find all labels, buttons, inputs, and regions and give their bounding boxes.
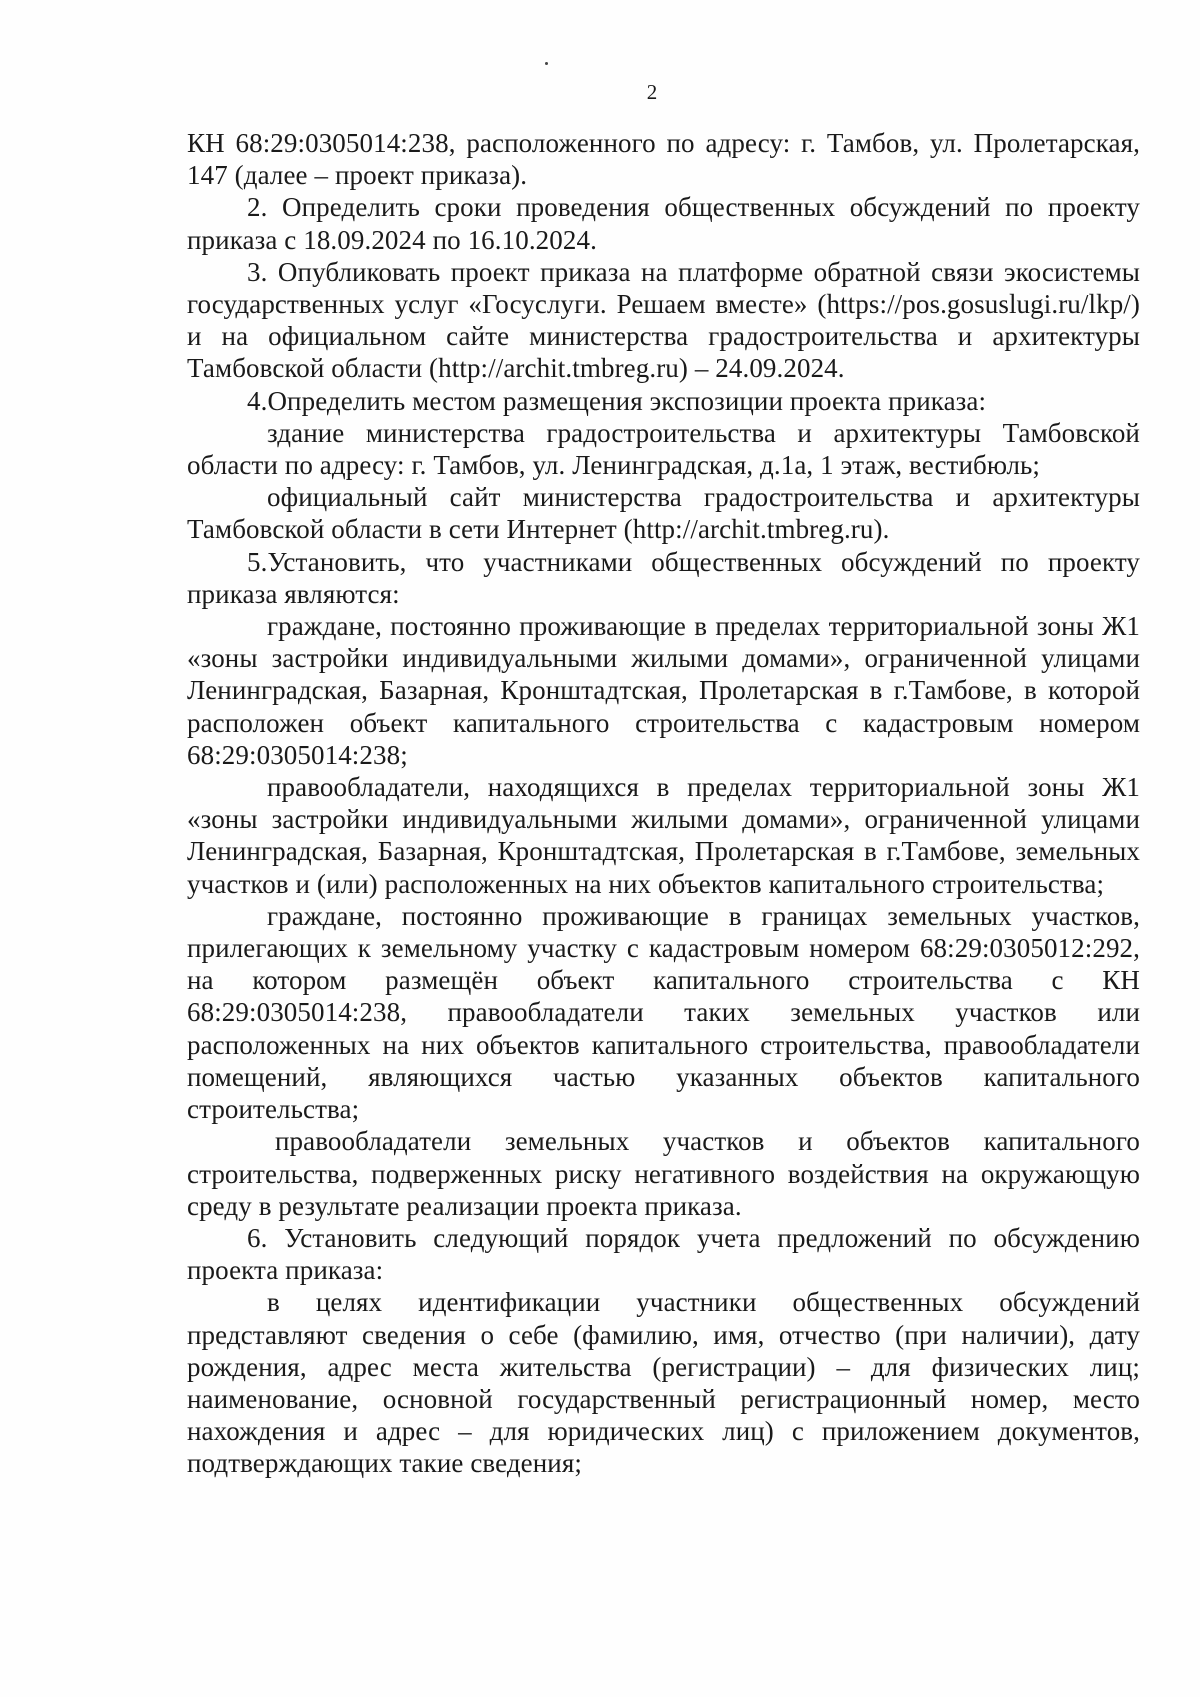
- paragraph-item-3: 3. Опубликовать проект приказа на платформе обратной связи экосистемы государственных услуг «Госуслуги. Решаем вместе» (https://pos.gosuslugi.ru/lkp/) и на официальном сайте министерства градостроительства и архитектуры Тамбовской области (http://archit.tmbreg.ru) – 24.09.2024.: [187, 256, 1140, 384]
- paragraph-item-5-sub-3: граждане, постоянно проживающие в границах земельных участков, прилегающих к земельному участку с кадастровым номером 68:29:0305012:292, на котором размещён объект капитального строительства с КН 68:29:0305014:238, правообладатели таких земельных участков или расположенных на них объектов капитального строительства, правообладатели помещений, являющихся частью указанных объектов капитального строительства;: [187, 900, 1140, 1125]
- paragraph-item-6: 6. Установить следующий порядок учета предложений по обсуждению проекта приказа:: [187, 1222, 1140, 1286]
- paragraph-item-5-sub-2: правообладатели, находящихся в пределах территориальной зоны Ж1 «зоны застройки индивидуальными жилыми домами», ограниченной улицами Ленинградская, Базарная, Кронштадтская, Пролетарская в г.Тамбове, земельных участков и (или) расположенных на них объектов капитального строительства;: [187, 772, 1140, 899]
- paragraph-item-5-sub-1: граждане, постоянно проживающие в пределах территориальной зоны Ж1 «зоны застройки индивидуальными жилыми домами», ограниченной улицами Ленинградская, Базарная, Кронштадтская, Пролетарская в г.Тамбове, в которой расположен объект капитального строительства с кадастровым номером 68:29:0305014:238;: [187, 611, 1140, 770]
- paragraph-item-4-sub-1: здание министерства градостроительства и архитектуры Тамбовской области по адресу: г. Тамбов, ул. Ленинградская, д.1а, 1 этаж, вестибюль;: [187, 417, 1140, 481]
- paragraph-item-2: 2. Определить сроки проведения общественных обсуждений по проекту приказа с 18.09.2024 по 16.10.2024.: [187, 192, 1140, 255]
- scan-speck: [545, 62, 548, 65]
- paragraph-item-5: 5.Установить, что участниками общественных обсуждений по проекту приказа являются:: [187, 546, 1140, 609]
- paragraph-item-4-sub-2: официальный сайт министерства градостроительства и архитектуры Тамбовской области в сети Интернет (http://archit.tmbreg.ru).: [187, 482, 1140, 545]
- document-body: [187, 127, 1140, 1480]
- paragraph-item-6-sub-1: в целях идентификации участники общественных обсуждений представляют сведения о себе (фамилию, имя, отчество (при наличии), дату рождения, адрес места жительства (регистрации) – для физических лиц; наименование, основной государственный регистрационный номер, место нахождения и адрес – для юридических лиц) с приложением документов, подтверждающих такие сведения;: [187, 1287, 1140, 1479]
- paragraph-item-5-sub-4: правообладатели земельных участков и объектов капитального строительства, подверженных риску негативного воздействия на окружающую среду в результате реализации проекта приказа.: [187, 1126, 1140, 1221]
- paragraph-continuation: КН 68:29:0305014:238, расположенного по адресу: г. Тамбов, ул. Пролетарская, 147 (далее – проект приказа).: [187, 128, 1140, 191]
- paragraph-item-4: 4.Определить местом размещения экспозиции проекта приказа:: [247, 385, 987, 416]
- page-number: 2: [646, 80, 658, 104]
